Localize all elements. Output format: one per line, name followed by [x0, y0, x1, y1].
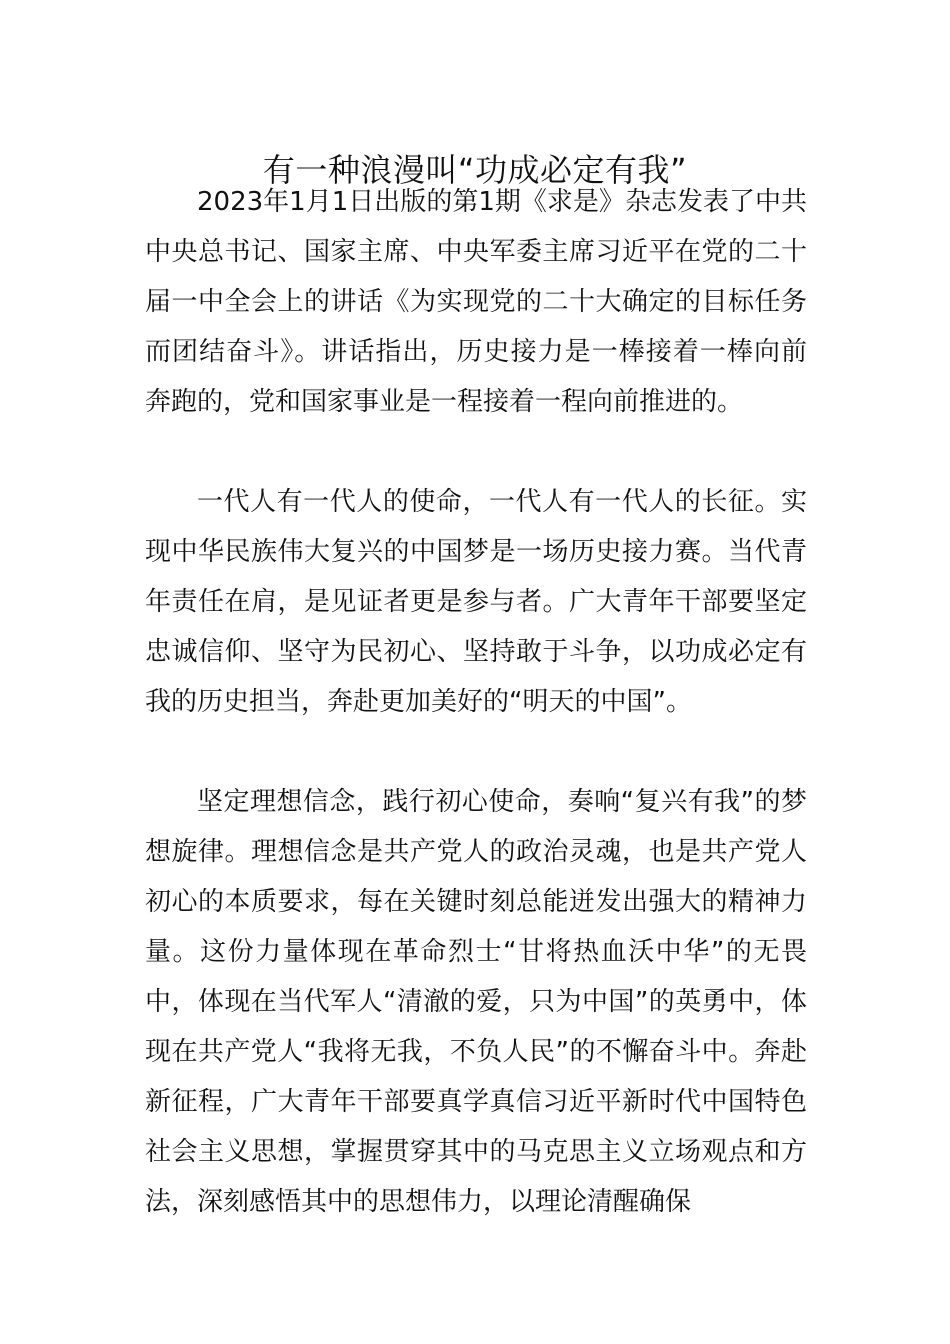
paragraph-3: 坚定理想信念，践行初心使命，奏响“复兴有我”的梦想旋律。理想信念是共产党人的政治灵魂，也是共产党人初心的本质要求，每在关键时刻总能迸发出强大的精神力量。这份力量体现在革命烈士“甘将热血沃中华”的无畏中，体现在当代军人“清澈的爱，只为中国”的英勇中，体现在共产党人“我将无我，不负人民”的不懈奋斗中。奔赴新征程，广大青年干部要真学真信习近平新时代中国特色社会主义思想，掌握贯穿其中的马克思主义立场观点和方法，深刻感悟其中的思想伟力，以理论清醒确保: [145, 787, 807, 1217]
document-title: 有一种浪漫叫“功成必定有我”: [262, 151, 688, 190]
paragraph-2: 一代人有一代人的使命，一代人有一代人的长征。实现中华民族伟大复兴的中国梦是一场历史接力赛。当代青年责任在肩，是见证者更是参与者。广大青年干部要坚定忠诚信仰、坚守为民初心、坚持敢于斗争，以功成必定有我的历史担当，奔赴更加美好的“明天的中国”。: [145, 487, 807, 717]
paragraph-1: 2023年1月1日出版的第1期《求是》杂志发表了中共中央总书记、国家主席、中央军委主席习近平在党的二十届一中全会上的讲话《为实现党的二十大确定的目标任务而团结奋斗》。讲话指出，历史接力是一棒接着一棒向前奔跑的，党和国家事业是一程接着一程向前推进的。: [145, 187, 807, 417]
